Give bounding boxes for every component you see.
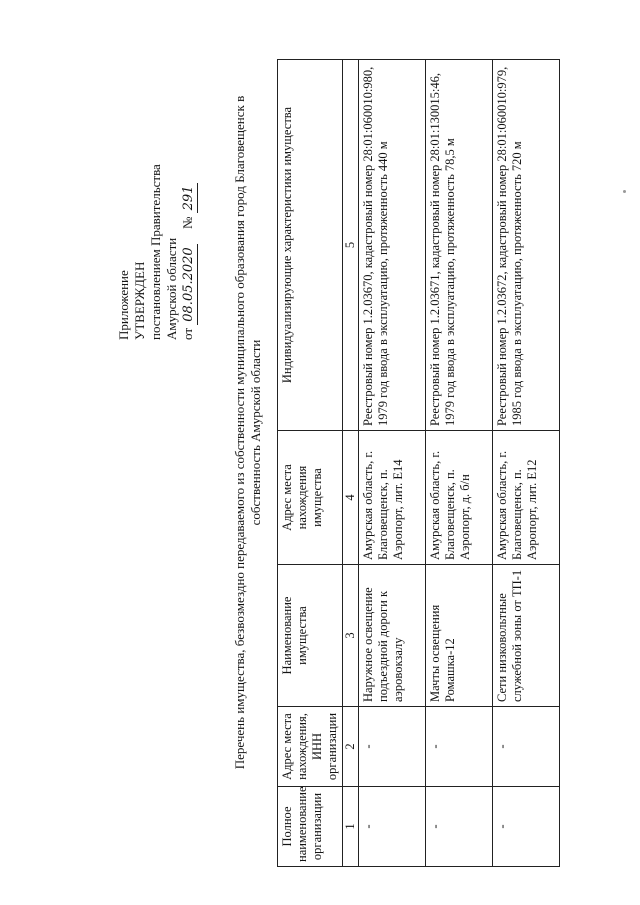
approval-block	[116, 110, 198, 340]
document-title	[232, 80, 264, 785]
approval-number: 291	[181, 183, 198, 214]
property-table	[277, 59, 560, 867]
table-row	[426, 60, 493, 867]
header-property-name: Наименование имущества	[278, 565, 343, 707]
column-number: 1	[343, 787, 359, 867]
cell-property-name: Сети низковольтные служебной зоны от ТП-1	[493, 565, 560, 707]
approval-appendix: Приложение	[116, 270, 131, 340]
approval-date: 08.05.2020	[181, 244, 198, 324]
header-org-name: Полное наименование организации	[278, 787, 343, 867]
header-characteristics: Индивидуализирующие характеристики имущества	[278, 60, 343, 431]
column-number: 4	[343, 431, 359, 565]
cell-property-address: Амурская область, г. Благовещенск, п. Аэропорт, лит. Е14	[359, 431, 426, 565]
cell-property-address: Амурская область, г. Благовещенск, п. Аэропорт, д. б/н	[426, 431, 493, 565]
cell-org-address: -	[426, 707, 493, 787]
header-property-address: Адрес места нахождения имущества	[278, 431, 343, 565]
header-org-address: Адрес места нахождения, ИНН организации	[278, 707, 343, 787]
approval-from-label: от	[180, 327, 195, 340]
cell-org-address: -	[493, 707, 560, 787]
approval-number-label: №	[180, 216, 195, 230]
column-number-row	[343, 60, 359, 867]
table-row	[359, 60, 426, 867]
scan-speck	[623, 190, 626, 193]
table-header-row	[278, 60, 343, 867]
column-number: 5	[343, 60, 359, 431]
cell-org-address: -	[359, 707, 426, 787]
title-line-1: Перечень имущества, безвозмездно передаваемого из собственности муниципального образования город Благовещенск в	[232, 95, 247, 770]
approval-date-line	[180, 110, 198, 340]
approval-region: Амурской области	[164, 237, 179, 340]
approval-approved: УТВЕРЖДЕН	[132, 261, 147, 340]
table-row	[493, 60, 560, 867]
cell-property-name: Наружное освещение подъездной дороги к аэровокзалу	[359, 565, 426, 707]
cell-property-name: Мачты освещения Ромашка-12	[426, 565, 493, 707]
cell-characteristics: Реестровый номер 1.2.03672, кадастровый номер 28:01:060010:979, 1985 год ввода в эксплуатацию, протяженность 720 м	[493, 60, 560, 431]
column-number: 3	[343, 565, 359, 707]
cell-characteristics: Реестровый номер 1.2.03670, кадастровый номер 28:01:060010:980, 1979 год ввода в эксплуатацию, протяженность 440 м	[359, 60, 426, 431]
column-number: 2	[343, 707, 359, 787]
cell-org: -	[359, 787, 426, 867]
cell-org: -	[426, 787, 493, 867]
cell-property-address: Амурская область, г. Благовещенск, п. Аэропорт, лит. Е12	[493, 431, 560, 565]
approval-decree: постановлением Правительства	[148, 164, 163, 340]
cell-characteristics: Реестровый номер 1.2.03671, кадастровый номер 28:01:130015:46, 1979 год ввода в эксплуатацию, протяженность 78,5 м	[426, 60, 493, 431]
cell-org: -	[493, 787, 560, 867]
title-line-2: собственность Амурской области	[248, 339, 263, 526]
